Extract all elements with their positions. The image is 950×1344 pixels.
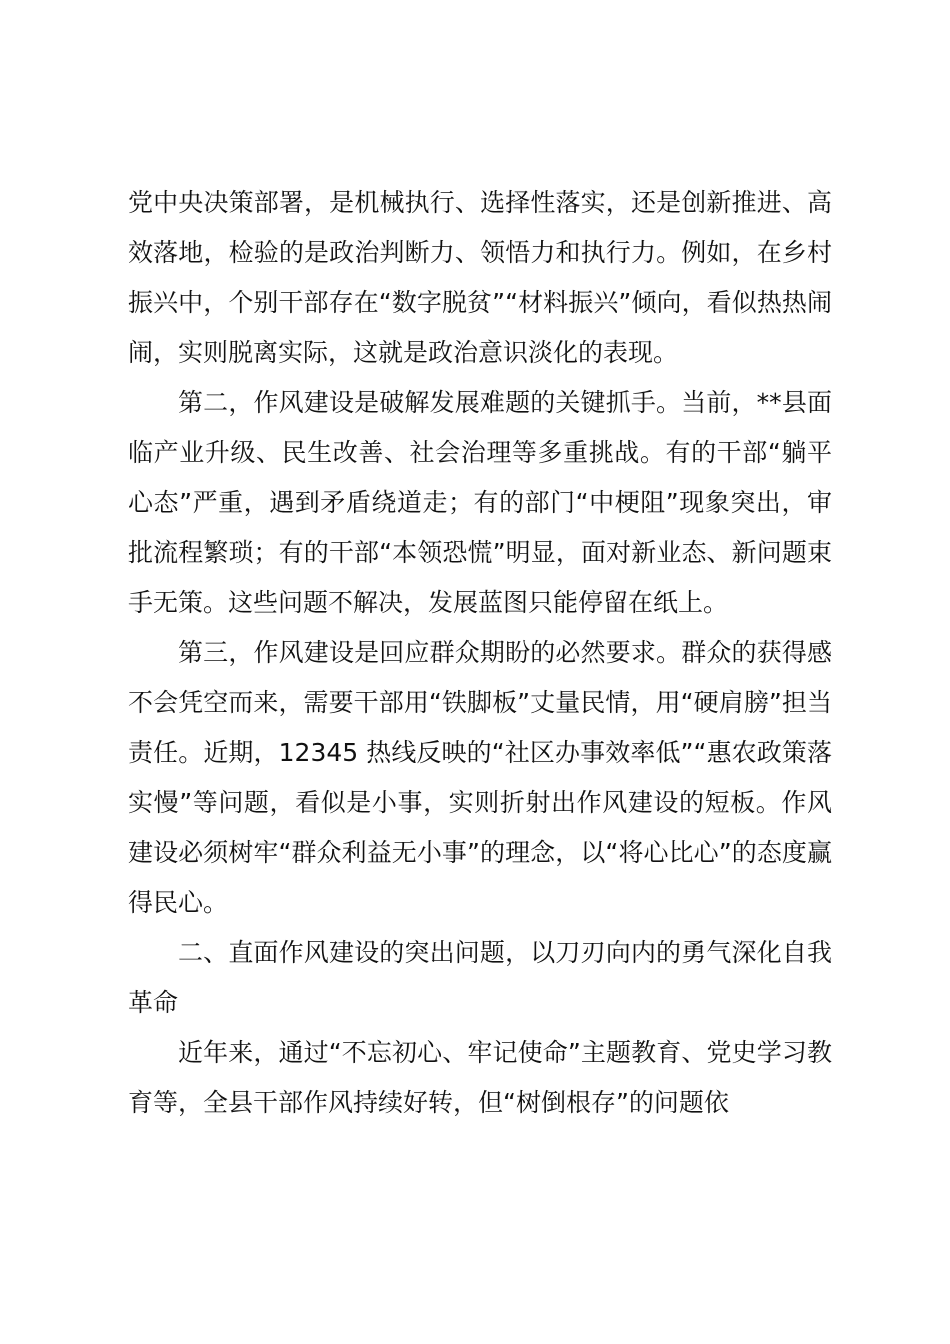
- paragraph-second-point: 第二，作风建设是破解发展难题的关键抓手。当前，**县面临产业升级、民生改善、社会治理等多重挑战。有的干部“躺平心态”严重，遇到矛盾绕道走；有的部门“中梗阻”现象突出，审批流程繁琐；有的干部“本领恐慌”明显，面对新业态、新问题束手无策。这些问题不解决，发展蓝图只能停留在纸上。: [128, 388, 832, 617]
- paragraph-continuation: 党中央决策部署，是机械执行、选择性落实，还是创新推进、高效落地，检验的是政治判断力、领悟力和执行力。例如，在乡村振兴中，个别干部存在“数字脱贫”“材料振兴”倾向，看似热热闹闹，实则脱离实际，这就是政治意识淡化的表现。: [128, 188, 832, 367]
- paragraph-section-two-intro: 近年来，通过“不忘初心、牢记使命”主题教育、党史学习教育等，全县干部作风持续好转，但“树倒根存”的问题依: [128, 1038, 832, 1117]
- paragraph-third-point: 第三，作风建设是回应群众期盼的必然要求。群众的获得感不会凭空而来，需要干部用“铁脚板”丈量民情，用“硬肩膀”担当责任。近期，12345 热线反映的“社区办事效率低”“惠农政策落实慢”等问题，看似是小事，实则折射出作风建设的短板。作风建设必须树牢“群众利益无小事”的理念，以“将心比心”的态度赢得民心。: [128, 638, 832, 917]
- document-body: [128, 178, 832, 1128]
- section-heading-two: 二、直面作风建设的突出问题，以刀刃向内的勇气深化自我革命: [128, 938, 832, 1017]
